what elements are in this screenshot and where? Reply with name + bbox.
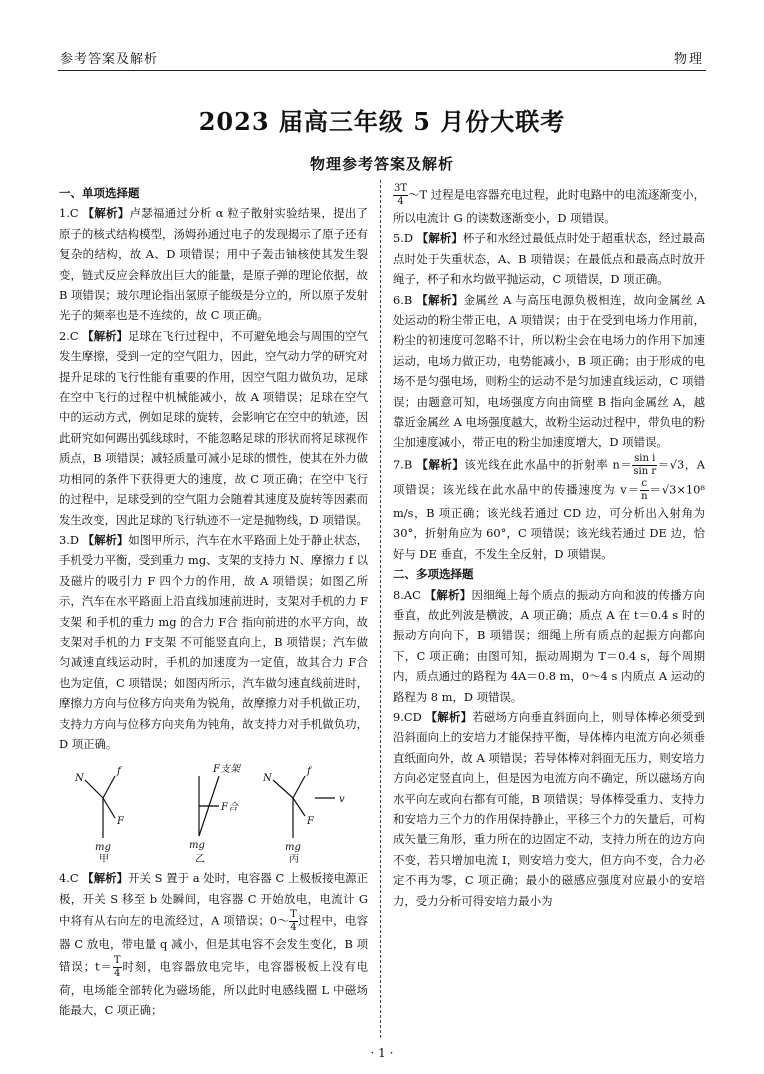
question-text: 开关 S 置于 a 处时，电容器 C 上极板接电源正极，开关 S 移至 b 处瞬间，电容器 C 开始放电，电流计 G 中将有从右向左的电流经过，A 项错误；0～ — [59, 871, 368, 928]
section-heading-single-choice: 一、单项选择题 — [59, 186, 140, 200]
question-text: ＝√3，A 项错误；该光线在此水晶中的传播速度为 v＝ — [393, 457, 705, 497]
analysis-tag: 【解析】 — [424, 587, 472, 602]
question-5 — [393, 228, 705, 289]
question-text: 如图甲所示，汽车在水平路面上处于静止状态，手机受力平衡，受到重力 mg、支架的支持力 N、摩擦力 f 以及磁片的吸引力 F 四个力的作用，故 A 项错误；如图乙所示，汽车在水平路面上沿直线加速前进时，支架对手机的力 F支架 和手机的重力 mg 的合力 F合 指向前进的水平方向，故支架对手机的力 F支架 不可能竖直向上，B 项错误；汽车做匀减速直线运动时，手机的加速度为一定值，故其合力 F合 也为定值，C 项错误；如图丙所示，汽车做匀速直线前进时，摩擦力方向与位移方向夹角为锐角，故摩擦力对手机做正功，支持力方向与位移方向夹角为钝角，故支持力对手机做负功，D 项正确。 — [59, 532, 368, 751]
question-text: 因细绳上每个质点的振动方向和波的传播方向垂直，故此列波是横波，A 项正确；质点 A 在 t＝0.4 s 时的振动方向向下，B 项错误；细绳上所有质点的起振方向都向下，C 项正确；由图可知，振动周期为 T＝0.4 s，每个周期内，质点通过的路程为 4A＝0.8 m，0～4 s 内质点 A 运动的路程为 8 m，D 项错误。 — [393, 587, 705, 704]
question-text: ～T 过程是电容器充电过程，此时电路中的电流逐渐变小，所以电流计 G 的读数逐渐变小，D 项错误。 — [393, 187, 705, 225]
page-header — [58, 44, 706, 71]
question-number: 6.B — [393, 292, 413, 307]
analysis-tag: 【解析】 — [82, 206, 130, 221]
fraction-numerator: 3T — [394, 183, 408, 194]
bing-f-label: f — [307, 766, 311, 778]
fraction — [640, 478, 648, 503]
question-4-continued — [393, 183, 705, 228]
analysis-tag: 【解析】 — [416, 292, 464, 307]
question-text: 若磁场方向垂直斜面向上，则导体棒必须受到沿斜面向上的安培力才能保持平衡，导体棒内电流方向必须垂直纸面向外，故 A 项错误；若导体棒对斜面无压力，则安培力方向必定竖直向上，但是因为电流方向不确定，所以磁场方向水平向左或向右都有可能，B 项错误；导体棒受重力、支持力和安培力三个力的作用保持静止，平移三个力的矢量后，可构成矢量三角形，重力所在的边固定不动，支持力所在的边方向不变，若只增加电流 I，则安培力变大，但方向不变，合力必定不再为零，C 项正确；最小的磁感应强度对应最小的安培力，受力分析可得安培力最小为 — [393, 709, 705, 908]
question-number: 3.D — [59, 532, 80, 547]
jia-F-arrow — [103, 798, 115, 818]
figure-label-yi: 乙 — [195, 854, 205, 865]
figure-label-bing: 丙 — [289, 854, 299, 865]
yi-Fhe-label: F合 — [221, 802, 238, 814]
analysis-tag: 【解析】 — [416, 457, 465, 472]
header-left-label: 参考答案及解析 — [60, 52, 159, 67]
question-number: 9.CD — [393, 709, 422, 724]
fraction-denominator: n — [641, 490, 648, 502]
fraction-denominator: 4 — [290, 922, 297, 934]
right-column — [393, 183, 705, 911]
question-1 — [59, 203, 368, 325]
fraction-numerator: T — [113, 954, 121, 966]
page-number: · 1 · — [370, 1046, 394, 1060]
question-text: 杯子和水经过最低点时处于超重状态，经过最高点时处于失重状态，A、B 项错误；在最低点和最高点时放开绳子，杯子和水均做平抛运动，C 项错误，D 项正确。 — [393, 231, 705, 287]
question-7 — [393, 453, 705, 564]
analysis-tag: 【解析】 — [82, 532, 129, 547]
question-text: ＝√3×10⁸ m/s，B 项正确；该光线若通过 CD 边，可分析出入射角为 30°，折射角应为 60°，C 项错误；该光线若通过 DE 边，恰好与 DE 垂直，不发生全反射，D 项错误。 — [393, 482, 705, 561]
question-text: 卢瑟福通过分析 α 粒子散射实验结果，提出了原子的核式结构模型，汤姆孙通过电子的发现揭示了原子还有复杂的结构，故 A、D 项错误；用中子轰击铀核使其发生裂变，链式反应会释放出巨大的能量，是原子弹的理论依据，故 B 项错误；玻尔理论指出氢原子能级是分立的，所以原子发射光子的频率也是不连续的，故 C 项正确。 — [59, 206, 368, 323]
analysis-tag: 【解析】 — [425, 709, 473, 724]
question-number: 4.C — [59, 871, 79, 886]
analysis-tag: 【解析】 — [416, 231, 463, 246]
fraction-denominator: sin r — [633, 465, 657, 477]
section-heading-multi-choice: 二、多项选择题 — [393, 567, 474, 582]
question-text: 过程中，电容器 C 放电，带电量 q 减小，但是其电容不会发生变化，B 项错误；t＝ — [59, 913, 368, 974]
bing-v-label: v — [339, 794, 345, 806]
fraction — [393, 183, 408, 208]
column-divider — [380, 180, 381, 1038]
yi-mg-label: mg — [189, 840, 205, 852]
bing-f-arrow — [293, 776, 305, 798]
jia-N-label: N — [75, 773, 84, 785]
question-6 — [393, 290, 705, 453]
question-9 — [393, 707, 705, 911]
bing-mg-label: mg — [285, 842, 301, 854]
question-2 — [59, 326, 368, 530]
force-diagram-figure — [59, 758, 368, 864]
question-number: 5.D — [393, 231, 414, 246]
exam-subtitle: 物理参考答案及解析 — [309, 155, 454, 173]
fraction-numerator: sin i — [634, 452, 656, 464]
question-text: 时刻，电容器放电完毕，电容器极板上没有电荷，电场能全部转化为磁场能，所以此时电感线圈 L 中磁场能最大，C 项正确； — [59, 959, 368, 1017]
analysis-tag: 【解析】 — [82, 328, 128, 343]
fraction-numerator: T — [290, 909, 297, 921]
bing-N-arrow — [273, 780, 293, 798]
fraction — [113, 955, 122, 980]
fraction-numerator: c — [641, 477, 648, 489]
fraction-denominator: 4 — [114, 967, 121, 979]
header-subject-label: 物理 — [673, 52, 704, 67]
bing-N-label: N — [263, 773, 272, 785]
jia-f-arrow — [103, 776, 115, 798]
question-number: 7.B — [393, 457, 413, 472]
bing-F-label: F — [307, 816, 314, 828]
fraction — [632, 453, 657, 478]
left-column — [59, 183, 368, 1020]
analysis-tag: 【解析】 — [82, 871, 129, 886]
question-text: 该光线在此水晶中的折射率 n＝ — [464, 457, 633, 472]
jia-F-label: F — [117, 816, 124, 828]
question-number: 2.C — [59, 328, 79, 343]
figure-label-jia: 甲 — [99, 854, 109, 865]
jia-f-label: f — [117, 766, 121, 778]
jia-mg-label: mg — [95, 842, 111, 854]
exam-title: 2023 届高三年级 5 月份大联考 — [198, 107, 566, 136]
question-3 — [59, 530, 368, 754]
question-number: 8.AC — [393, 587, 421, 602]
fraction — [289, 909, 298, 934]
question-text: 足球在飞行过程中，不可避免地会与周围的空气发生摩擦，受到一定的空气阻力，因此，空气动力学的研究对提升足球的飞行性能有重要的作用，因空气阻力做负功，足球在空中飞行的过程中机械能减小，故 A 项错误；足球在空气中的运动方式，例如足球的旋转，会影响它在空中的轨迹，因此研究如何踢出弧线球时，不能忽略足球的形状而将足球视作质点，B 项错误；减轻质量可减小足球的惯性，使其在外力做功相同的条件下获得更大的速度，故 C 项正确；在空中飞行的过程中，足球受到的空气阻力会随着其速度及旋转等因素而发生改变，因此足球的飞行轨迹不一定是抛物线，D 项错误。 — [59, 328, 368, 527]
yi-Fzj-label: F支架 — [213, 764, 240, 776]
fraction-denominator: 4 — [397, 196, 404, 207]
question-4 — [59, 868, 368, 1020]
jia-N-arrow — [85, 780, 103, 798]
question-number: 1.C — [59, 206, 79, 221]
bing-F-arrow — [293, 798, 305, 816]
question-text: 金属丝 A 与高压电源负极相连，故向金属丝 A 处运动的粉尘带正电，A 项错误；由于在受到电场力作用前，粉尘的初速度可忽略不计，所以粉尘会在电场力的作用下加速运动，电场力做正功，电势能减小，B 项正确；由于形成的电场不是匀强电场，则粉尘的运动不是匀加速直线运动，C 项错误；由题意可知，电场强度方向由筒壁 B 指向金属丝 A，越靠近金属丝 A 电场强度越大，故粉尘运动过程中，带负电的粉尘加速度减小，带正电的粉尘加速度增大，D 项错误。 — [393, 292, 705, 450]
question-8 — [393, 585, 705, 707]
